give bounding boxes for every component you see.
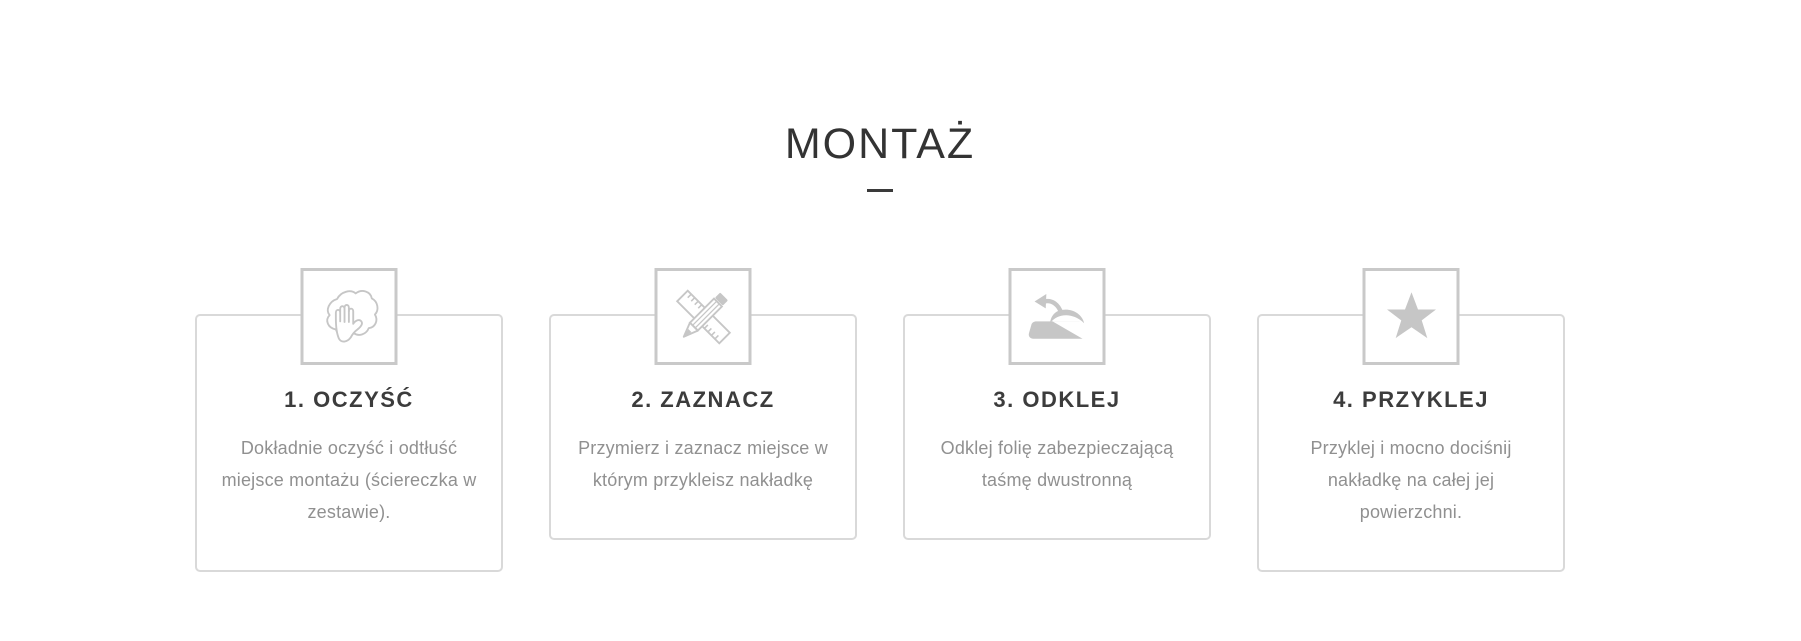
step-description [219,432,479,528]
step-description-line: Przyklej i mocno dociśnij [1310,438,1512,458]
step-icon-box [655,268,752,365]
step-description-line: nakładkę na całej jej [1327,470,1495,490]
step-description-line: Dokładnie oczyść i odtłuść [240,438,458,458]
step-title: 4. PRZYKLEJ [1333,387,1489,412]
step-title: 1. OCZYŚĆ [284,387,414,412]
step-description-line: taśmę dwustronną [981,470,1133,490]
peel-film-icon [1026,286,1088,348]
hand-cloth-clean-icon [318,286,380,348]
step-description [927,432,1187,496]
step-card-oczysc [195,314,503,572]
step-description-line: miejsce montażu (ściereczka w [221,470,477,490]
page-title: MONTAŻ [784,120,976,168]
step-description-line: zestawie). [307,502,391,522]
step-description-line: Odklej folię zabezpieczającą [940,438,1174,458]
step-icon-box [1363,268,1460,365]
step-description-line: Przymierz i zaznacz miejsce w [578,438,828,458]
step-card-przyklej [1257,314,1565,572]
step-icon-box [301,268,398,365]
pencil-ruler-icon [672,286,734,348]
steps-row [195,314,1565,572]
step-title: 3. ODKLEJ [993,387,1121,412]
step-card-zaznacz [549,314,857,540]
step-title: 2. ZAZNACZ [631,387,775,412]
step-description [1281,432,1541,528]
montaz-section [195,0,1565,572]
step-description-line: powierzchni. [1359,502,1463,522]
step-card-odklej [903,314,1211,540]
step-icon-box [1009,268,1106,365]
star-icon [1380,286,1442,348]
title-underline [867,189,893,192]
step-description [573,432,833,496]
step-description-line: którym przykleisz nakładkę [592,470,814,490]
